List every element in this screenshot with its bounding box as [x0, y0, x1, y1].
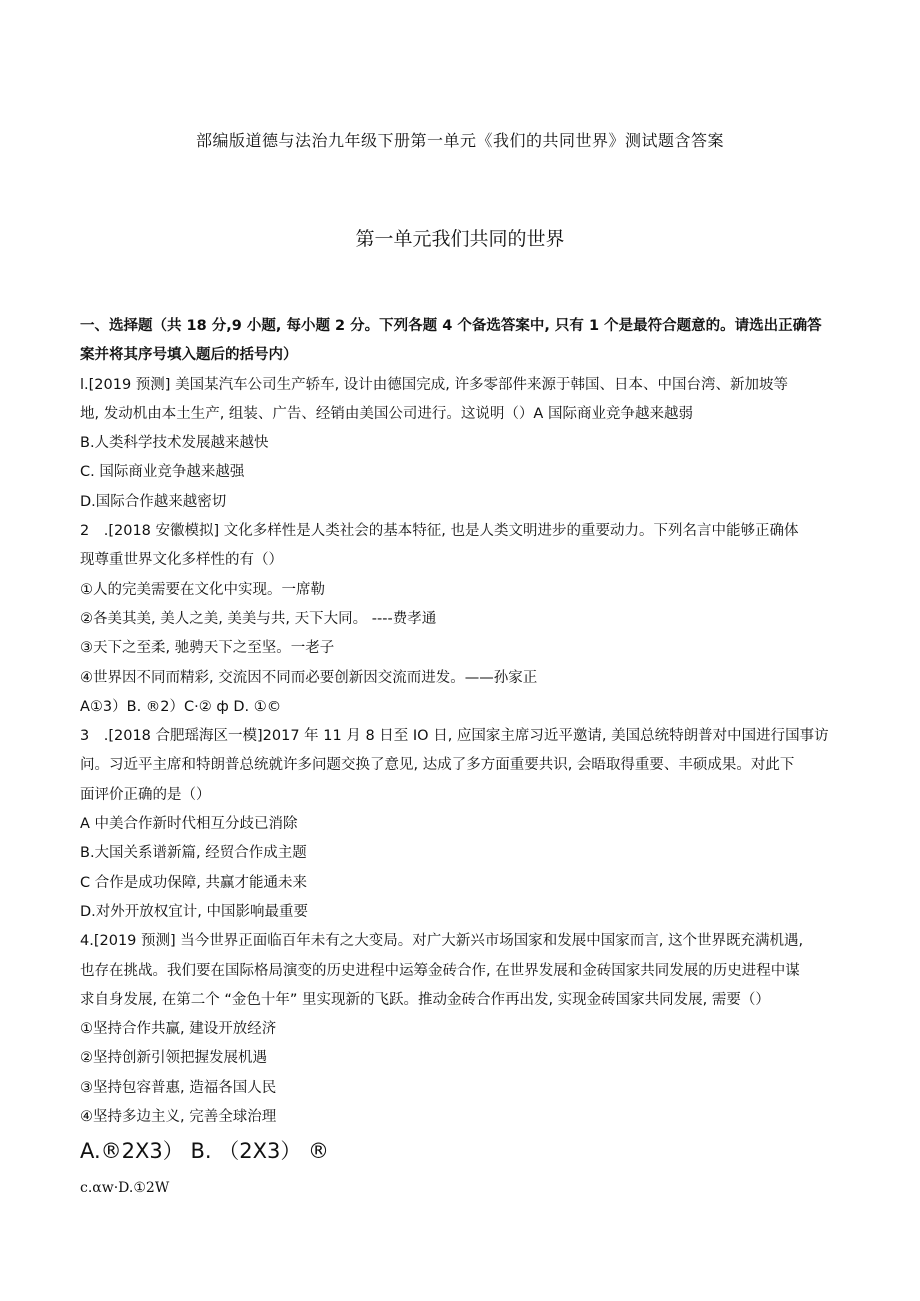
section-heading-cont: 案并将其序号填入题后的括号内） — [80, 347, 298, 364]
question-4-statement: ④坚持多边主义, 完善全球治理 — [80, 1109, 277, 1126]
document-title: 部编版道德与法治九年级下册第一单元《我们的共同世界》测试题含答案 — [195, 131, 724, 150]
question-4-text: 4.[2019 预测] 当今世界正面临百年未有之大变局。对广大新兴市场国家和发展中国家而言, 这个世界既充满机遇, — [80, 933, 804, 950]
question-4-text: 也存在挑战。我们要在国际格局演变的历史进程中运筹金砖合作, 在世界发展和金砖国家共同发展的历史进程中谋 — [80, 962, 800, 979]
question-1-option-b: B.人类科学技术发展越来越快 — [80, 435, 269, 452]
question-3-text: 问。习近平主席和特朗普总统就许多问题交换了意见, 达成了多方面重要共识, 会晤取得重要、丰硕成果。对此下 — [80, 757, 795, 774]
question-2-answer-options: A①3）B. ®2）C·② ф D. ①© — [80, 698, 282, 715]
question-2-statement: ②各美其美, 美人之美, 美美与共, 天下大同。 ----费孝通 — [80, 610, 437, 627]
question-2-text: 现尊重世界文化多样性的有（） — [80, 552, 283, 569]
question-3-option-b: B.大国关系谱新篇, 经贸合作成主题 — [80, 845, 307, 862]
question-1-option-c: C. 国际商业竞争越来越强 — [80, 464, 245, 481]
question-1-text: 地, 发动机由本土生产, 组装、广告、经销由美国公司进行。这说明（）A 国际商业竞争越来越弱 — [80, 405, 693, 422]
question-2-statement: ④世界因不同而精彩, 交流因不同而必要创新因交流而进发。——孙家正 — [80, 669, 538, 686]
question-4-answer-options-cd: c.αw·D.①2W — [80, 1180, 170, 1197]
question-2-statement: ③天下之至柔, 驰骋天下之至坚。一老子 — [80, 640, 335, 657]
question-3-option-a: A 中美合作新时代相互分歧已消除 — [80, 816, 298, 833]
question-4-statement: ①坚持合作共赢, 建设开放经济 — [80, 1021, 277, 1038]
question-4-statement: ③坚持包容普惠, 造福各国人民 — [80, 1079, 277, 1096]
question-4-statement: ②坚持创新引领把握发展机遇 — [80, 1050, 267, 1067]
question-3-text: 3 .[2018 合肥瑶海区一模]2017 年 11 月 8 日至 IO 日, 应国家主席习近平邀请, 美国总统特朗普对中国进行国事访 — [80, 728, 829, 745]
question-2-statement: ①人的完美需要在文化中实现。一席勒 — [80, 581, 325, 598]
question-4-text: 求自身发展, 在第二个 “金色十年” 里实现新的飞跃。推动金砖合作再出发, 实现金砖国家共同发展, 需要（） — [80, 991, 770, 1008]
section-heading: 一、选择题（共 18 分,9 小题, 每小题 2 分。下列各题 4 个备选答案中, 只有 1 个是最符合题意的。请选出正确答 — [80, 318, 822, 334]
question-4-answer-options-ab: A.®2X3） B. （2X3） ® — [80, 1139, 329, 1164]
question-1-option-d: D.国际合作越来越密切 — [80, 493, 227, 510]
question-3-option-d: D.对外开放权宜计, 中国影响最重要 — [80, 903, 308, 920]
question-2-text: 2 .[2018 安徽模拟] 文化多样性是人类社会的基本特征, 也是人类文明进步的重要动力。下列名言中能够正确体 — [80, 523, 799, 540]
question-3-option-c: C 合作是成功保障, 共赢才能通未来 — [80, 874, 307, 891]
question-1-text: l.[2019 预测] 美国某汽车公司生产轿车, 设计由德国完成, 许多零部件来源于韩国、日本、中国台湾、新加坡等 — [80, 376, 789, 393]
question-section — [80, 312, 840, 1204]
unit-title: 第一单元我们共同的世界 — [355, 228, 565, 250]
question-3-text: 面评价正确的是（） — [80, 786, 211, 803]
